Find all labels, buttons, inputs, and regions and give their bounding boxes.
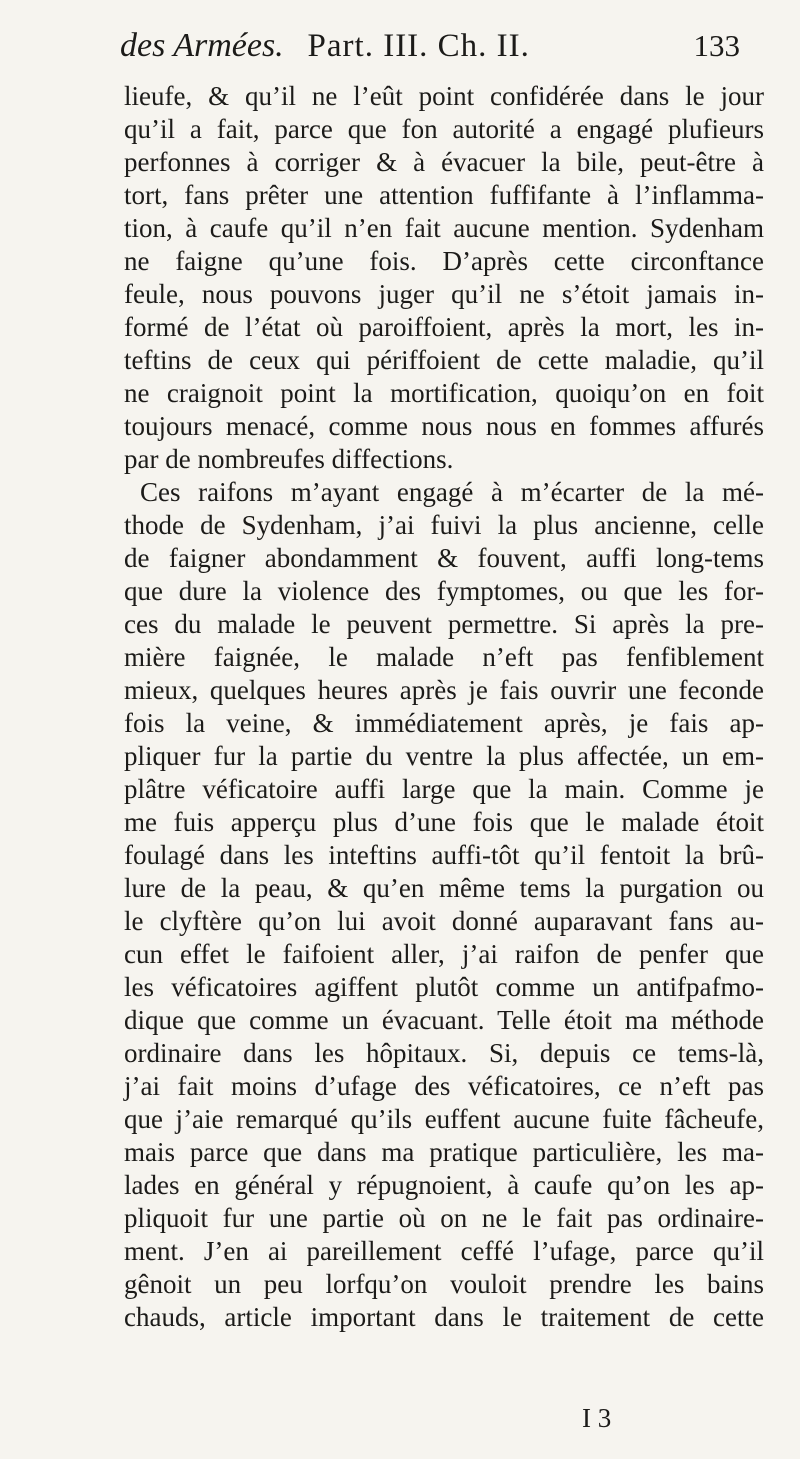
text-line: fois la veine, & immédiatement après, je fais ap-: [124, 708, 764, 738]
text-line: que dure la violence des fymptomes, ou que les for-: [124, 576, 764, 606]
text-line: tion, à caufe qu’il n’en fait aucune mention. Sydenham: [124, 213, 764, 243]
text-line: les véficatoires agiffent plutôt comme un antifpafmo-: [124, 972, 764, 1002]
text-line: j’ai fait moins d’ufage des véficatoires, ce n’eft pas: [124, 1071, 764, 1101]
text-line: tort, fans prêter une attention fuffifante à l’inflamma-: [124, 180, 764, 210]
text-line: le clyftère qu’on lui avoit donné auparavant fans au-: [124, 906, 764, 936]
running-head: [120, 16, 740, 76]
text-line: mieux, quelques heures après je fais ouvrir une feconde: [124, 675, 764, 705]
text-line: teftins de ceux qui périffoient de cette maladie, qu’il: [124, 345, 764, 375]
running-head-title: des Armées.: [120, 27, 284, 64]
text-line: pliquoit fur une partie où on ne le fait pas ordinaire-: [124, 1203, 764, 1233]
text-line: gênoit un peu lorfqu’on vouloit prendre les bains: [124, 1269, 764, 1299]
body-text: [124, 80, 764, 1334]
text-line: plâtre véficatoire auffi large que la main. Comme je: [124, 774, 764, 804]
text-line: foulagé dans les inteftins auffi-tôt qu’il fentoit la brû-: [124, 840, 764, 870]
text-line: thode de Sydenham, j’ai fuivi la plus ancienne, celle: [124, 510, 764, 540]
text-line-paragraph-end: par de nombreufes diffections.: [124, 444, 454, 474]
page-number: 133: [693, 28, 740, 63]
text-line: lure de la peau, & qu’en même tems la purgation ou: [124, 873, 764, 903]
text-line: formé de l’état où paroiffoient, après la mort, les in-: [124, 312, 764, 342]
text-line: ordinaire dans les hôpitaux. Si, depuis ce tems-là,: [124, 1038, 764, 1068]
signature-mark: I 3: [582, 1403, 612, 1433]
text-line: pliquer fur la partie du ventre la plus affectée, un em-: [124, 741, 764, 771]
text-line: dique que comme un évacuant. Telle étoit ma méthode: [124, 1005, 764, 1035]
text-line: mais parce que dans ma pratique particulière, les ma-: [124, 1137, 764, 1167]
text-line: lades en général y répugnoient, à caufe qu’on les ap-: [124, 1170, 764, 1200]
text-line: me fuis apperçu plus d’une fois que le malade étoit: [124, 807, 764, 837]
text-line: que j’aie remarqué qu’ils euffent aucune fuite fâcheufe,: [124, 1104, 764, 1134]
text-line: chauds, article important dans le traitement de cette: [124, 1302, 764, 1332]
text-line: ne craignoit point la mortification, quoiqu’on en foit: [124, 378, 764, 408]
text-line: qu’il a fait, parce que fon autorité a engagé plufieurs: [124, 114, 764, 144]
text-line: lieufe, & qu’il ne l’eût point confidérée dans le jour: [124, 81, 764, 111]
text-line-paragraph-start: Ces raifons m’ayant engagé à m’écarter de la mé-: [140, 477, 764, 507]
text-line: cun effet le faifoient aller, j’ai raifon de penfer que: [124, 939, 764, 969]
text-line: toujours menacé, comme nous nous en fommes affurés: [124, 411, 764, 441]
text-line: ces du malade le peuvent permettre. Si après la pre-: [124, 609, 764, 639]
text-line: ne faigne qu’une fois. D’après cette circonftance: [124, 246, 764, 276]
text-line: feule, nous pouvons juger qu’il ne s’étoit jamais in-: [124, 279, 764, 309]
text-line: perfonnes à corriger & à évacuer la bile, peut-être à: [124, 147, 764, 177]
running-head-section: Part. III. Ch. II.: [307, 28, 530, 64]
text-line: mière faignée, le malade n’eft pas fenfiblement: [124, 642, 764, 672]
text-line: ment. J’en ai pareillement ceffé l’ufage, parce qu’il: [124, 1236, 764, 1266]
text-line: de faigner abondamment & fouvent, auffi long-tems: [124, 543, 764, 573]
